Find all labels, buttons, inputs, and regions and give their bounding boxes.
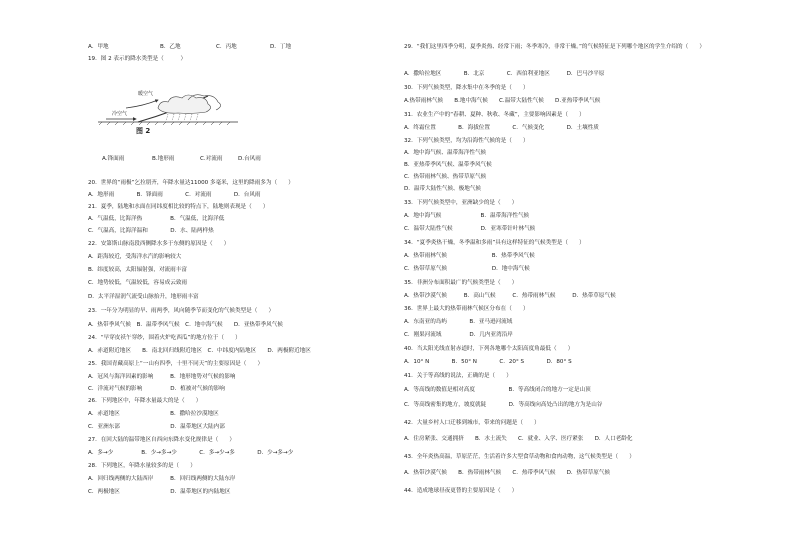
right-line-17: 35．非洲分布面积最广的气候类型是（ ） [404, 280, 518, 286]
left-line-19: C．亚洲东部 D．温带地区大陆内部 [88, 424, 225, 430]
right-line-24: 41．关于等高线的说法，正确的是（ ） [404, 373, 512, 379]
right-line-6: 32．下列气候类型，均为沿海性气候的是（ ） [404, 138, 529, 144]
top-option-b: B．乙地 [160, 44, 181, 50]
right-line-2: 30．下列气候类型，降水集中在冬季的是（ ） [404, 85, 529, 91]
q19-option-a: A.锋面雨 [102, 156, 125, 162]
left-line-6: A．距海较近，受海洋水汽的影响较大 [88, 254, 182, 260]
left-line-15: A．冠风与海洋因素的影响 B．地形地势对气候的影响 [88, 374, 236, 380]
left-line-16: C．洋流对气候的影响 D．植被对气候的影响 [88, 386, 225, 392]
left-line-23: A．回归线两侧的大陆西岸 B．回归线两侧的大陆东岸 [88, 476, 236, 482]
left-line-18: A．赤道地区 B．撒哈拉沙漠地区 [88, 411, 219, 417]
right-line-3: A.热带雨林气候 B.地中海气候 C.温带大陆性气候 D.亚热带季风气候 [404, 98, 601, 104]
right-line-21: C．刚果河流域 D．几内亚湾沿岸 [404, 332, 513, 338]
right-line-26: C．等高线密集的地方，坡度就陡 D．等高线向高处凸出的地方为是山谷 [404, 402, 603, 408]
right-line-10: D．温带大陆性气候、极地气候 [404, 186, 482, 192]
left-line-12: 24．“早穿皮袄午穿纱，围着火炉吃西瓜”的地方位于（ ） [88, 335, 241, 341]
right-line-9: C．热带雨林气候、热带草原气候 [404, 174, 487, 180]
right-line-29: 43．全年炎热高温，草原茫茫，生活着许多大型食草动物和食肉动物，这气候类型是（ ） [404, 454, 635, 460]
cold-air-label: 冷空气 [112, 111, 128, 117]
left-line-24: C．两极地区 D．温带地区的内陆地区 [88, 489, 231, 495]
left-line-9: D．太平洋湿润气流受山脉抬升，地形雨丰富 [88, 294, 199, 300]
left-line-10: 23．一年分为明显的旱、雨两季，风向随季节而变化的气候类型是（ ） [88, 308, 275, 314]
q19-option-b: B.地形雨 [152, 156, 175, 162]
right-line-23: A．10° N B．50° N C．20° S D．80° S [404, 359, 572, 365]
left-line-13: A．赤道附近地区 B．南北回归线附近地区 C．中纬度内陆地区 D．两极附近地区 [88, 348, 311, 354]
frontal-rain-figure [98, 86, 248, 136]
left-line-4: C．气温高，比海洋温和 D．水、陆两样热 [88, 228, 214, 234]
left-line-21: A．多→少 B．少→多→少 C．多→少→多 D．少→多→少 [88, 450, 294, 456]
right-line-27: 42．大量乡村人口迁移到城市，带来的问题是（ ） [404, 420, 540, 426]
right-line-19: 36．世界上最大的热带雨林气候区分布在（ ） [404, 306, 529, 312]
top-option-d: D．丁地 [270, 44, 292, 50]
right-line-15: A．热带雨林气候 B．热带季风气候 [404, 253, 535, 259]
right-line-18: A．热带沙漠气候 B．高山气候 C．热带雨林气候 D．热带草原气候 [404, 293, 616, 299]
left-line-2: 21．夏季，陆地和水面在同纬度相比较的特点下，陆地则表现是（ ） [88, 204, 269, 210]
right-line-14: 34．“夏季炎热干燥，冬季温和多雨”具有这样特征的气候类型是（ ） [404, 240, 585, 246]
left-line-17: 26．下列地区中，年降水量最大的是（ ） [88, 398, 202, 404]
q19-option-c: C.对流雨 [200, 156, 223, 162]
left-line-11: A．热带季风气候 B．温带季风气候 C．地中海气候 D．亚热带季风气候 [88, 322, 283, 328]
right-line-22: 40．当太阳光线直射赤道时，下列各地哪个太阳高度角最低（ ） [404, 346, 574, 352]
right-line-1: A．撒哈拉地区 B．北京 C．西伯利亚地区 D．巴马沙平原 [404, 71, 605, 77]
right-line-13: C．温带大陆性气候 D．亚寒带针叶林气候 [404, 226, 536, 232]
left-line-20: 27．在回大陆的温带地区自西向东降水变化规律是（ ） [88, 437, 235, 443]
right-line-4: 31．农业生产中的“春耕、夏种、秋收、冬藏”，主要影响因素是（ ） [404, 112, 585, 118]
question-19: 19．图 2 表示的降水类型是（ ） [88, 56, 187, 62]
right-line-12: A．地中海气候 B．温带海洋性气候 [404, 213, 530, 219]
left-line-22: 28．下列地区，年降水量较多的是（ ） [88, 463, 196, 469]
warm-air-label: 暖空气 [138, 91, 154, 97]
right-line-31: 44．造成地球昼夜更替的主要原因是（ ） [404, 488, 518, 494]
top-option-a: A．甲地 [88, 44, 109, 50]
right-line-30: A．热带沙漠气候 B．热带雨林气候 C．热带季风气候 D．热带草原气候 [404, 470, 611, 476]
left-line-14: 25．我国青藏高原上“一山有四季，十里不同天”的主要原因是（ ） [88, 361, 264, 367]
right-line-8: B．亚热带季风气候、温带季风气候 [404, 162, 492, 168]
left-line-7: B．纬度较高，太阳辐射强，对流雨丰富 [88, 267, 187, 273]
left-line-1: A．地形雨 B．锋面雨 C．对流雨 D．台风雨 [88, 192, 261, 198]
left-line-0: 20．世界的“雨极”乞拉朋齐，年降水量达11000 多毫米，这里的降雨多为（ ） [88, 180, 294, 186]
right-line-11: 33．下列气候类型中，亚洲缺少的是（ ） [404, 200, 518, 206]
q19-option-d: D.台风雨 [238, 156, 261, 162]
top-option-c: C．丙地 [216, 44, 237, 50]
left-line-8: C．地势较低，气温较低，容易成云致雨 [88, 280, 188, 286]
right-line-20: A．东南亚的岛屿 B．亚马逊河流域 [404, 319, 513, 325]
figure-caption: 图 2 [136, 127, 151, 135]
right-line-16: C．热带草原气候 D．地中海气候 [404, 266, 530, 272]
right-line-7: A．地中海气候、温带海洋性气候 [404, 150, 487, 156]
left-line-3: A．气温低，比海洋热 B．气温低，比海洋低 [88, 216, 225, 222]
right-line-28: A．住房紧张、交通拥挤 B．水土流失 C．就业、入学、医疗紧张 D．人口老龄化 [404, 436, 633, 442]
left-line-5: 22．安第斯山脉南段西侧降水多于东侧的原因是（ ） [88, 241, 230, 247]
right-line-5: A．终霜位置 B．海拔位置 C．气候变化 D．土壤性质 [404, 125, 599, 131]
right-line-25: A．等高线的数值是相对高度 B．等高线闭合的地方一定是山顶 [404, 387, 591, 393]
right-line-0: 29．“我们这里四季分明，夏季炎热、经常下雨；冬季寒冷，非常干燥。”的气候特征是下列哪个地区的学生介绍的（ ） [404, 44, 705, 50]
